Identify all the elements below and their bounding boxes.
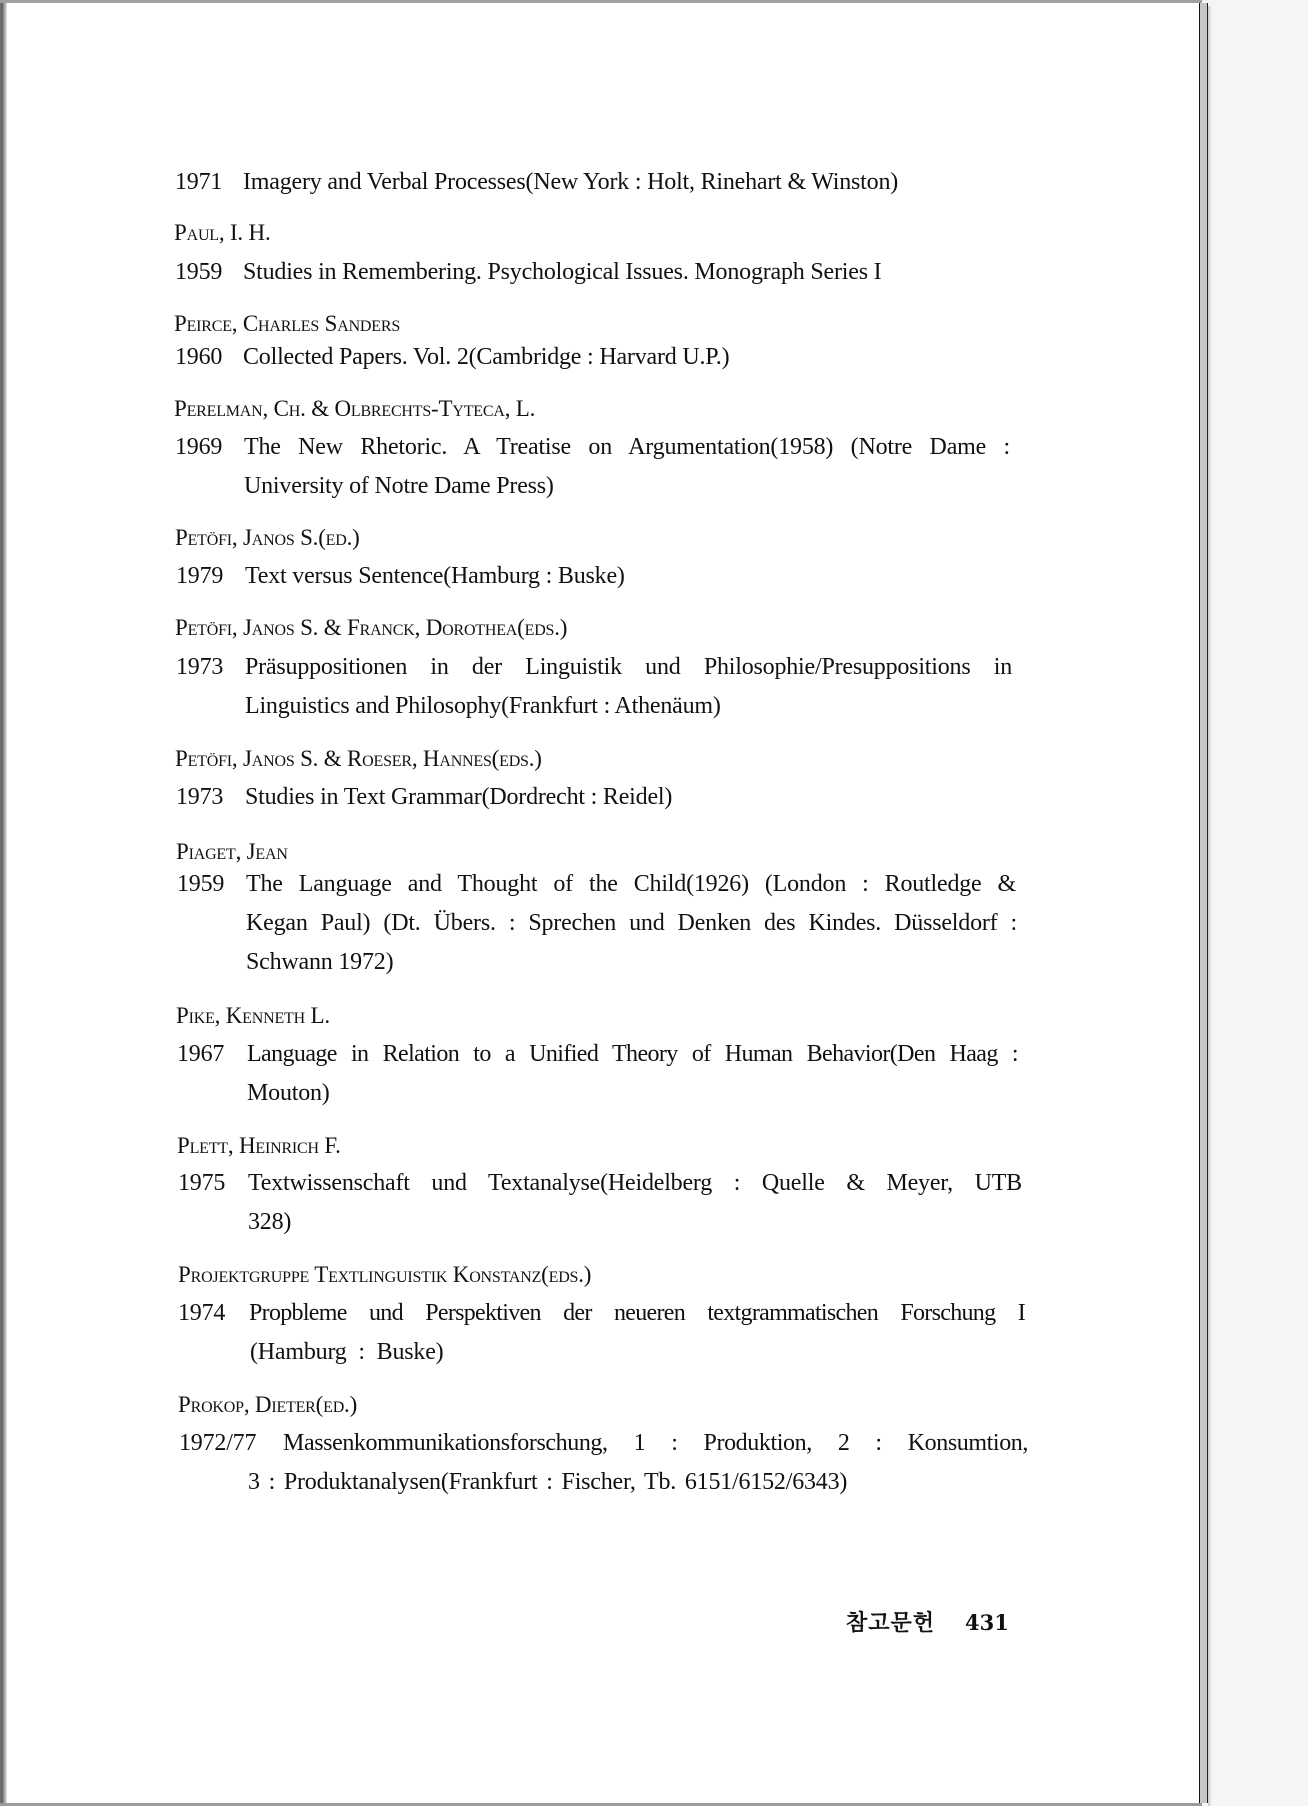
running-section-title: 참고문헌 bbox=[846, 1611, 936, 1636]
entry-year: 1972/77 bbox=[179, 1430, 257, 1456]
entry-author: Pike, Kenneth L. bbox=[176, 1003, 330, 1028]
entry-title: Text versus Sentence(Hamburg : Buske) bbox=[245, 563, 625, 589]
entry-author: Paul, I. H. bbox=[174, 220, 271, 245]
entry-title: The New Rhetoric. A Treatise on Argumentation(1958) (Notre Dame : bbox=[244, 434, 1010, 460]
entry-title: Imagery and Verbal Processes(New York : Holt, Rinehart & Winston) bbox=[243, 169, 899, 195]
entry-year: 1974 bbox=[178, 1300, 226, 1326]
entry-title: Präsuppositionen in der Linguistik und Philosophie/Presuppositions in bbox=[245, 654, 1012, 680]
entry-author: Prokop, Dieter(ed.) bbox=[178, 1392, 358, 1417]
entry-year-line bbox=[175, 343, 729, 371]
entry-title: The Language and Thought of the Child(1926) (London : Routledge & bbox=[246, 871, 1016, 897]
entry-title: Studies in Remembering. Psychological Issues. Monograph Series I bbox=[243, 259, 882, 285]
entry-title: Language in Relation to a Unified Theory of Human Behavior(Den Haag : bbox=[247, 1041, 1018, 1067]
entry-continuation: (Hamburg : Buske) bbox=[250, 1339, 444, 1365]
entry-year: 1967 bbox=[177, 1041, 225, 1067]
page-top-border bbox=[0, 0, 1202, 3]
entry-year-line bbox=[177, 1040, 1019, 1068]
page-right-border bbox=[1199, 3, 1208, 1803]
entry-year-line bbox=[176, 562, 625, 590]
entry-author: Petöfi, Janos S. & Roeser, Hannes(eds.) bbox=[175, 746, 542, 771]
entry-year: 1960 bbox=[175, 344, 223, 370]
entry-continuation: 328) bbox=[248, 1209, 292, 1235]
entry-year-line bbox=[177, 870, 1017, 898]
entry-year-line bbox=[175, 168, 898, 196]
entry-year-line bbox=[175, 258, 881, 286]
entry-continuation bbox=[246, 909, 1017, 937]
entry-year: 1959 bbox=[177, 871, 225, 897]
entry-year: 1971 bbox=[175, 169, 223, 195]
page-shadow bbox=[1208, 6, 1212, 1806]
entry-year: 1973 bbox=[176, 784, 224, 810]
entry-continuation: Mouton) bbox=[247, 1080, 330, 1106]
entry-author: Projektgruppe Textlinguistik Konstanz(eds.) bbox=[178, 1262, 592, 1287]
page-left-border bbox=[0, 3, 7, 1803]
entry-title: Studies in Text Grammar(Dordrecht : Reidel) bbox=[245, 784, 673, 810]
entry-title: Propbleme und Perspektiven der neueren textgrammatischen Forschung I bbox=[249, 1300, 1025, 1326]
entry-author: Petöfi, Janos S.(ed.) bbox=[175, 525, 360, 550]
entry-year-line bbox=[176, 783, 672, 811]
entry-year: 1975 bbox=[178, 1170, 226, 1196]
page-footer bbox=[846, 1608, 1009, 1639]
entry-continuation: Linguistics and Philosophy(Frankfurt : Athenäum) bbox=[245, 693, 721, 719]
entry-year: 1979 bbox=[176, 563, 224, 589]
entry-year-line bbox=[176, 653, 1013, 681]
entry-author: Peirce, Charles Sanders bbox=[174, 311, 401, 336]
entry-title: Massenkommunikationsforschung, 1 : Produktion, 2 : Konsumtion, bbox=[283, 1430, 1028, 1456]
page-number: 431 bbox=[965, 1610, 1009, 1635]
entry-title: Textwissenschaft und Textanalyse(Heidelberg : Quelle & Meyer, UTB bbox=[248, 1170, 1022, 1196]
entry-continuation: 3 : Produktanalysen(Frankfurt : Fischer, Tb. 6151/6152/6343) bbox=[248, 1469, 848, 1495]
entry-year-line bbox=[178, 1169, 1023, 1197]
entry-author: Petöfi, Janos S. & Franck, Dorothea(eds.) bbox=[175, 615, 568, 640]
entry-continuation: University of Notre Dame Press) bbox=[244, 473, 554, 499]
entry-year-line bbox=[178, 1299, 1026, 1327]
entry-year: 1969 bbox=[175, 434, 223, 460]
entry-continuation: Schwann 1972) bbox=[246, 949, 394, 975]
entry-year-line bbox=[175, 433, 1011, 461]
entry-author: Piaget, Jean bbox=[176, 839, 288, 864]
entry-author: Plett, Heinrich F. bbox=[177, 1133, 341, 1158]
entry-title: Collected Papers. Vol. 2(Cambridge : Harvard U.P.) bbox=[243, 344, 730, 370]
entry-author: Perelman, Ch. & Olbrechts-Tyteca, L. bbox=[174, 396, 536, 421]
entry-year: 1973 bbox=[176, 654, 224, 680]
entry-continuation-text: Kegan Paul) (Dt. Übers. : Sprechen und Denken des Kindes. Düsseldorf : bbox=[246, 910, 1017, 936]
entry-year: 1959 bbox=[175, 259, 223, 285]
entry-year-line bbox=[179, 1429, 1029, 1457]
